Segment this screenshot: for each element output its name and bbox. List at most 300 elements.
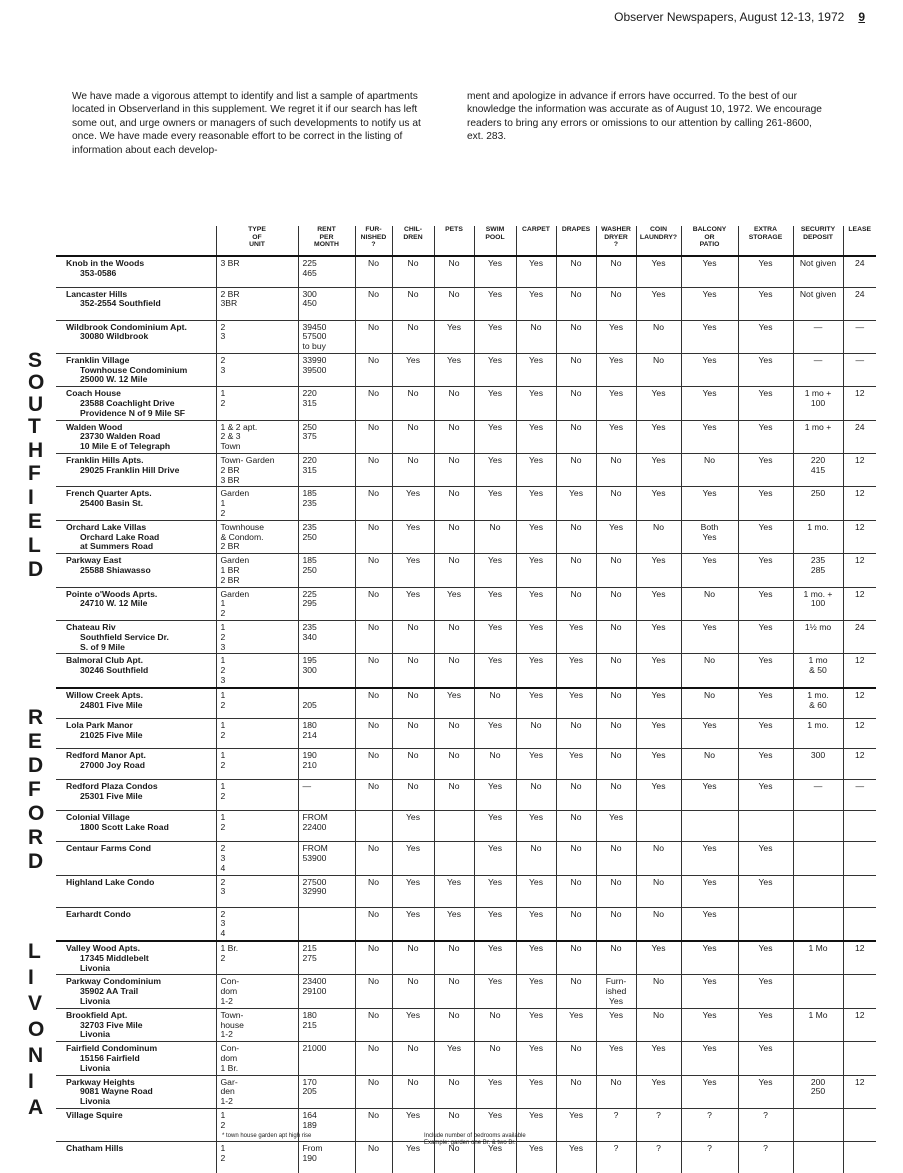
apartment-cell [56, 1075, 216, 1108]
apartment-name: Centaur Farms Cond [66, 843, 151, 854]
table-cell [843, 975, 876, 1008]
area-label-letter: R [28, 706, 44, 729]
table-cell: 2 BR 3BR [216, 287, 298, 320]
apartment-address: 17345 Middlebelt [80, 952, 149, 963]
table-cell: No [392, 654, 434, 688]
table-cell: No [636, 1008, 681, 1041]
table-cell: Garden 1 2 [216, 587, 298, 620]
table-cell: 12 [843, 719, 876, 749]
table-cell: Yes [474, 420, 516, 453]
apartment-address: 30246 Southfield [80, 665, 149, 676]
table-cell: No [355, 719, 392, 749]
table-cell: No [355, 941, 392, 975]
table-cell: Yes [738, 1042, 793, 1075]
table-cell: No [681, 688, 738, 719]
table-cell: No [392, 780, 434, 811]
table-cell: 24 [843, 287, 876, 320]
table-cell [843, 907, 876, 941]
table-cell: No [556, 907, 596, 941]
area-label-letter: V [28, 992, 43, 1015]
apartment-address: 23730 Walden Road [80, 431, 161, 442]
table-cell [843, 842, 876, 875]
apartment-cell [56, 780, 216, 811]
table-cell: Yes [516, 487, 556, 520]
table-cell: No [596, 1075, 636, 1108]
table-cell: No [556, 256, 596, 287]
table-cell: Yes [636, 1075, 681, 1108]
table-cell: 185 250 [298, 554, 355, 587]
apartment-cell [56, 353, 216, 386]
area-label-letter: S [28, 349, 43, 372]
table-cell: Yes [636, 621, 681, 654]
table-cell: No [355, 842, 392, 875]
table-cell: Yes [392, 907, 434, 941]
area-label-letter: O [28, 1018, 45, 1041]
publication-line: Observer Newspapers, August 12-13, 1972 [614, 10, 845, 24]
table-cell: Yes [474, 975, 516, 1008]
apartment-name: Lola Park Manor [66, 720, 133, 731]
table-cell: Yes [681, 387, 738, 420]
table-cell: Yes [681, 621, 738, 654]
area-label-letter: L [28, 940, 41, 963]
table-cell: Yes [556, 487, 596, 520]
area-label-letter: O [28, 802, 45, 825]
table-cell: Yes [681, 780, 738, 811]
apartment-cell [56, 487, 216, 520]
table-cell: Yes [681, 719, 738, 749]
table-cell: 12 [843, 520, 876, 553]
table-cell: Yes [434, 1042, 474, 1075]
apartment-cell [56, 975, 216, 1008]
table-cell: 1 2 [216, 1142, 298, 1173]
table-cell: No [355, 287, 392, 320]
apartment-name: Franklin Village [66, 354, 130, 365]
table-cell: No [596, 842, 636, 875]
area-label-letter: I [28, 966, 34, 989]
page-number: 9 [858, 10, 865, 24]
area-label-letter: D [28, 558, 44, 581]
apartment-cell [56, 1042, 216, 1075]
table-row [56, 454, 876, 487]
table-cell: 2 3 [216, 353, 298, 386]
table-cell: Yes [474, 387, 516, 420]
table-cell: Townhouse & Condom. 2 BR [216, 520, 298, 553]
table-cell: Yes [392, 875, 434, 907]
footnote-left: * town house garden apt high rise [222, 1133, 312, 1139]
table-cell: No [392, 975, 434, 1008]
table-cell: Yes [636, 256, 681, 287]
table-cell: Yes [636, 587, 681, 620]
apartment-name: Parkway Heights [66, 1076, 135, 1087]
table-cell: No [392, 320, 434, 353]
table-cell: Yes [738, 256, 793, 287]
table-cell: No [596, 587, 636, 620]
table-cell: No [556, 719, 596, 749]
table-cell: Con- dom 1 Br. [216, 1042, 298, 1075]
apartment-cell [56, 587, 216, 620]
table-cell: Yes [636, 420, 681, 453]
table-cell [793, 907, 843, 941]
table-cell: No [355, 454, 392, 487]
column-header: RENT PER MONTH [298, 226, 355, 256]
table-cell: 225 465 [298, 256, 355, 287]
apartment-address: 23588 Coachlight Drive [80, 398, 175, 409]
apartment-name: Earhardt Condo [66, 908, 131, 919]
table-cell: No [596, 688, 636, 719]
table-cell: 190 210 [298, 749, 355, 780]
table-cell: No [355, 520, 392, 553]
apartment-name: Lancaster Hills [66, 288, 128, 299]
column-header: TYPE OF UNIT [216, 226, 298, 256]
apartment-cell [56, 749, 216, 780]
table-cell: Yes [738, 487, 793, 520]
table-cell: Yes [738, 875, 793, 907]
table-cell: Town- Garden 2 BR 3 BR [216, 454, 298, 487]
apartment-name: Parkway Condominium [66, 976, 162, 987]
table-cell: Yes [596, 520, 636, 553]
table-cell: Yes [474, 487, 516, 520]
table-cell: 220 315 [298, 387, 355, 420]
table-cell: Yes [556, 621, 596, 654]
table-cell: ? [636, 1142, 681, 1173]
table-cell: No [355, 621, 392, 654]
table-cell: No [434, 256, 474, 287]
table-cell: No [434, 1008, 474, 1041]
table-cell: No [392, 454, 434, 487]
table-cell: Yes [738, 554, 793, 587]
table-cell: No [355, 1042, 392, 1075]
area-label-letter: O [28, 371, 45, 394]
table-cell: No [392, 287, 434, 320]
apartment-address: 1800 Scott Lake Road [80, 822, 169, 833]
table-cell: 12 [843, 487, 876, 520]
table-cell: Yes [474, 1075, 516, 1108]
table-cell: Yes [474, 587, 516, 620]
table-cell: Yes [392, 1142, 434, 1173]
table-cell: Yes [516, 387, 556, 420]
table-cell: No [355, 688, 392, 719]
table-cell: 12 [843, 749, 876, 780]
table-cell: Yes [516, 621, 556, 654]
table-cell: ? [738, 1142, 793, 1173]
table-cell: Garden 1 2 [216, 487, 298, 520]
table-cell: No [596, 487, 636, 520]
apartment-name: Chatham Hills [66, 1143, 124, 1154]
table-cell: 12 [843, 587, 876, 620]
apartment-address: 30080 Wildbrook [80, 331, 149, 342]
table-cell: 300 450 [298, 287, 355, 320]
table-cell: No [434, 719, 474, 749]
table-cell: No [636, 520, 681, 553]
table-cell [843, 1042, 876, 1075]
table-row [56, 749, 876, 780]
table-cell: No [636, 875, 681, 907]
table-cell: No [556, 420, 596, 453]
apartment-cell [56, 1008, 216, 1041]
area-label-letter: E [28, 730, 43, 753]
table-cell: 12 [843, 654, 876, 688]
table-cell: 33990 39500 [298, 353, 355, 386]
table-cell: No [596, 654, 636, 688]
table-row [56, 941, 876, 975]
apartment-address: 27000 Joy Road [80, 760, 145, 771]
table-cell: Yes [738, 387, 793, 420]
table-cell: No [636, 975, 681, 1008]
table-cell: Yes [556, 654, 596, 688]
table-cell: 1 2 [216, 1109, 298, 1142]
table-cell: Yes [392, 554, 434, 587]
table-cell: Yes [474, 287, 516, 320]
table-cell: — [843, 320, 876, 353]
apartment-address: 35902 AA Trail [80, 986, 139, 997]
table-cell: Yes [636, 287, 681, 320]
table-cell: Yes [516, 454, 556, 487]
apartment-address: 352-2554 Southfield [80, 298, 161, 309]
table-cell: FROM 22400 [298, 811, 355, 842]
table-cell: 1 2 3 [216, 654, 298, 688]
table-cell: No [434, 941, 474, 975]
table-cell: Garden 1 BR 2 BR [216, 554, 298, 587]
table-cell: 1 mo + [793, 420, 843, 453]
table-cell: Yes [474, 320, 516, 353]
apartment-cell [56, 688, 216, 719]
table-cell: 27500 32990 [298, 875, 355, 907]
table-cell: 24 [843, 256, 876, 287]
table-cell: Yes [474, 780, 516, 811]
table-cell: Yes [474, 353, 516, 386]
table-cell [793, 1109, 843, 1142]
table-cell: — [298, 780, 355, 811]
table-cell: Yes [516, 353, 556, 386]
table-cell: Yes [738, 842, 793, 875]
table-row [56, 811, 876, 842]
table-cell: Yes [474, 554, 516, 587]
table-cell [681, 811, 738, 842]
table-cell: 12 [843, 387, 876, 420]
table-cell: No [434, 780, 474, 811]
apartment-name: Knob in the Woods [66, 258, 145, 268]
table-cell [738, 811, 793, 842]
table-cell: No [474, 520, 516, 553]
table-cell: Yes [516, 907, 556, 941]
table-cell: No [596, 554, 636, 587]
table-cell [298, 907, 355, 941]
table-cell: — [793, 320, 843, 353]
table-cell: No [596, 749, 636, 780]
table-cell: Yes [516, 520, 556, 553]
table-body [56, 256, 876, 1173]
table-row [56, 842, 876, 875]
table-row [56, 719, 876, 749]
footnote-right: Include number of bedrooms available Example: garden one Br. & two Br. [424, 1133, 526, 1146]
table-row [56, 420, 876, 453]
table-cell: Yes [636, 654, 681, 688]
table-cell: No [516, 320, 556, 353]
table-cell: No [596, 875, 636, 907]
table-cell: ? [681, 1109, 738, 1142]
table-cell: No [434, 1142, 474, 1173]
apartment-address: Southfield Service Dr. [80, 631, 169, 642]
table-cell: Yes [596, 353, 636, 386]
table-cell: Yes [474, 654, 516, 688]
table-cell: No [556, 811, 596, 842]
table-cell: Yes [636, 688, 681, 719]
area-label-letter: E [28, 510, 43, 533]
apartment-cell [56, 320, 216, 353]
apartment-name: Brookfield Apt. [66, 1009, 128, 1020]
table-cell: Yes [474, 941, 516, 975]
table-cell: Yes [738, 654, 793, 688]
table-cell [793, 975, 843, 1008]
table-cell: Yes [681, 320, 738, 353]
table-cell: No [355, 587, 392, 620]
table-row [56, 621, 876, 654]
table-cell: No [355, 1075, 392, 1108]
apartment-name: Wildbrook Condominium Apt. [66, 321, 187, 332]
table-row [56, 554, 876, 587]
table-cell: No [556, 520, 596, 553]
table-cell: No [392, 256, 434, 287]
table-cell: Yes [516, 1042, 556, 1075]
table-cell: 1 mo. [793, 719, 843, 749]
table-cell: Gar- den 1-2 [216, 1075, 298, 1108]
table-cell: Yes [596, 320, 636, 353]
apartment-cell [56, 454, 216, 487]
table-cell: Yes [516, 749, 556, 780]
table-cell: Yes [738, 1075, 793, 1108]
apartment-address: Orchard Lake Road [80, 531, 160, 542]
table-cell: Yes [681, 975, 738, 1008]
table-cell: Yes [516, 587, 556, 620]
column-header: PETS [434, 226, 474, 256]
apartment-cell [56, 621, 216, 654]
table-cell: No [434, 1109, 474, 1142]
table-row [56, 520, 876, 553]
table-cell: No [434, 520, 474, 553]
table-cell: 1 2 [216, 688, 298, 719]
table-cell: Yes [738, 749, 793, 780]
table-cell: No [355, 256, 392, 287]
table-cell: Yes [681, 256, 738, 287]
table-cell: No [636, 353, 681, 386]
table-cell: Yes [516, 688, 556, 719]
table-row [56, 1075, 876, 1108]
table-row [56, 907, 876, 941]
table-cell: No [434, 654, 474, 688]
table-cell: 1 2 [216, 749, 298, 780]
table-cell: 250 375 [298, 420, 355, 453]
apartment-cell [56, 387, 216, 420]
table-cell: Yes [681, 420, 738, 453]
intro-column-right: ment and apologize in advance if errors have occurred. To the best of our knowledge the information was accurate as of August 10, 1972. We encourage readers to bring any errors or omissions to our attention by calling 261-8600, ext. 283. [467, 91, 822, 143]
table-cell: 1 Mo [793, 1008, 843, 1041]
table-cell: Yes [681, 842, 738, 875]
apartment-cell [56, 907, 216, 941]
column-header: COIN LAUNDRY? [636, 226, 681, 256]
table-cell: No [355, 353, 392, 386]
table-cell: 1 mo. & 60 [793, 688, 843, 719]
table-cell: 2 3 4 [216, 907, 298, 941]
table-cell: No [392, 621, 434, 654]
apartment-address: Livonia [80, 996, 111, 1007]
table-cell: Yes [392, 353, 434, 386]
table-cell: No [596, 256, 636, 287]
table-cell: Yes [556, 749, 596, 780]
apartment-name: Valley Wood Apts. [66, 943, 141, 954]
table-cell: 12 [843, 1008, 876, 1041]
apartment-cell [56, 719, 216, 749]
table-cell: Yes [516, 875, 556, 907]
table-cell: No [556, 842, 596, 875]
column-header: CHIL- DREN [392, 226, 434, 256]
apartment-name: Coach House [66, 388, 121, 399]
table-cell: Yes [392, 520, 434, 553]
table-cell: 1 mo. [793, 520, 843, 553]
table-row [56, 875, 876, 907]
table-cell: 235 340 [298, 621, 355, 654]
apartment-address: Providence N of 9 Mile SF [80, 407, 186, 418]
table-cell: No [434, 420, 474, 453]
table-cell: Yes [738, 688, 793, 719]
table-row [56, 688, 876, 719]
table-cell: Yes [738, 780, 793, 811]
apartment-name: Pointe o'Woods Aprts. [66, 588, 158, 599]
table-cell: Yes [392, 1008, 434, 1041]
intro-column-left: We have made a vigorous attempt to identify and list a sample of apartments located in Observerland in this supplement. We regret it if our search has left some out, and urge owners or managers of such developments to notify us at once. We have made every reasonable effort to be correct in the listing of information about each develop- [72, 91, 421, 156]
apartment-address: 9081 Wayne Road [80, 1086, 153, 1097]
table-cell: No [392, 941, 434, 975]
table-cell: Yes [738, 353, 793, 386]
area-label-letter: I [28, 1070, 34, 1093]
table-cell: 1 & 2 apt. 2 & 3 Town [216, 420, 298, 453]
table-cell: 12 [843, 554, 876, 587]
table-cell [636, 811, 681, 842]
table-cell: No [636, 842, 681, 875]
table-cell: FROM 53900 [298, 842, 355, 875]
apartment-name: Village Squire [66, 1110, 123, 1121]
area-label-letter: D [28, 850, 44, 873]
table-cell: 180 215 [298, 1008, 355, 1041]
apartment-address: 24801 Five Mile [80, 699, 143, 710]
table-cell: No [681, 654, 738, 688]
table-cell: No [434, 621, 474, 654]
table-cell: Yes [556, 1142, 596, 1173]
apartment-cell [56, 420, 216, 453]
table-cell: Yes [392, 587, 434, 620]
table-cell: No [556, 975, 596, 1008]
area-label-letter: I [28, 486, 34, 509]
table-cell: 200 250 [793, 1075, 843, 1108]
table-cell: 24 [843, 420, 876, 453]
column-header: EXTRA STORAGE [738, 226, 793, 256]
apartment-address: Livonia [80, 1062, 111, 1073]
table-cell: 23400 29100 [298, 975, 355, 1008]
apartment-address: 25301 Five Mile [80, 791, 143, 802]
table-cell: Yes [556, 688, 596, 719]
table-cell: — [843, 780, 876, 811]
table-cell: No [556, 941, 596, 975]
apartment-address: 25588 Shiawasso [80, 565, 151, 576]
table-cell [793, 842, 843, 875]
apartment-cell [56, 520, 216, 553]
table-row [56, 654, 876, 688]
table-cell: Yes [681, 1075, 738, 1108]
table-cell: 220 315 [298, 454, 355, 487]
table-cell: Yes [738, 975, 793, 1008]
apartment-name: Fairfield Condominum [66, 1043, 158, 1054]
table-cell: Yes [516, 256, 556, 287]
table-cell: Town- house 1-2 [216, 1008, 298, 1041]
